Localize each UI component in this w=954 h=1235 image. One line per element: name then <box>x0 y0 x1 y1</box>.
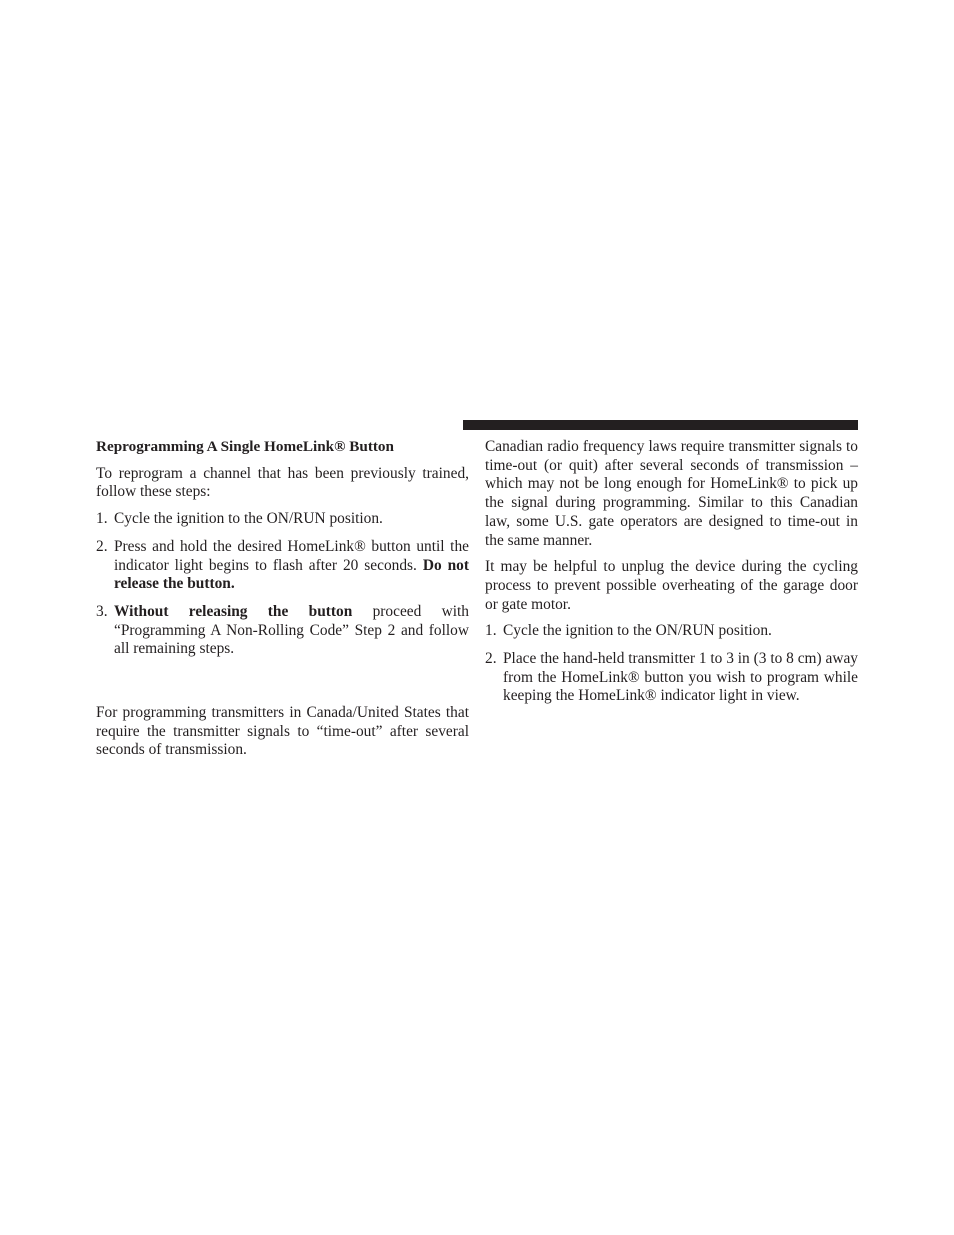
list-item <box>485 650 858 706</box>
step-text: Press and hold the desired HomeLink® button until the indicator light begins to flash after 20 seconds. <box>114 537 469 574</box>
list-item <box>485 622 858 641</box>
step-number: 2. <box>485 650 497 668</box>
intro-paragraph: To reprogram a channel that has been previously trained, follow these steps: <box>96 464 469 501</box>
canadian-law-paragraph: Canadian radio frequency laws require transmitter signals to time-out (or quit) after several seconds of transmission – which may not be long enough for HomeLink® to pick up the signal during programming. Similar to this Canadian law, some U.S. gate operators are designed to time-out in the same manner. <box>485 438 858 549</box>
step-text: proceed with “Programming A Non-Rolling Code” Step 2 and follow all remaining steps. <box>114 602 469 658</box>
step-bold-text: Do not release the button. <box>114 556 469 593</box>
left-column <box>96 438 469 768</box>
step-text: Cycle the ignition to the ON/RUN position. <box>503 622 772 640</box>
step-number: 1. <box>96 510 108 528</box>
step-number: 3. <box>96 602 108 620</box>
canada-steps-list <box>485 622 858 706</box>
step-text: Cycle the ignition to the ON/RUN position. <box>114 510 383 528</box>
list-item <box>96 603 469 659</box>
list-item <box>96 510 469 529</box>
step-bold-text: Without releasing the button <box>114 602 353 620</box>
step-number: 2. <box>96 537 108 555</box>
step-number: 1. <box>485 622 497 640</box>
right-column <box>485 438 858 715</box>
section-heading: Reprogramming A Single HomeLink® Button <box>96 438 394 455</box>
canada-paragraph: For programming transmitters in Canada/United States that require the transmitter signals to “time-out” after several seconds of transmission. <box>96 704 469 759</box>
reprogram-steps-list <box>96 510 469 659</box>
step-text: Place the hand-held transmitter 1 to 3 in (3 to 8 cm) away from the HomeLink® button you wish to program while keeping the HomeLink® indicator light in view. <box>503 650 858 705</box>
unplug-tip-paragraph: It may be helpful to unplug the device during the cycling process to prevent possible overheating of the garage door or gate motor. <box>485 558 858 613</box>
section-header-rule <box>463 420 858 430</box>
list-item <box>96 538 469 594</box>
